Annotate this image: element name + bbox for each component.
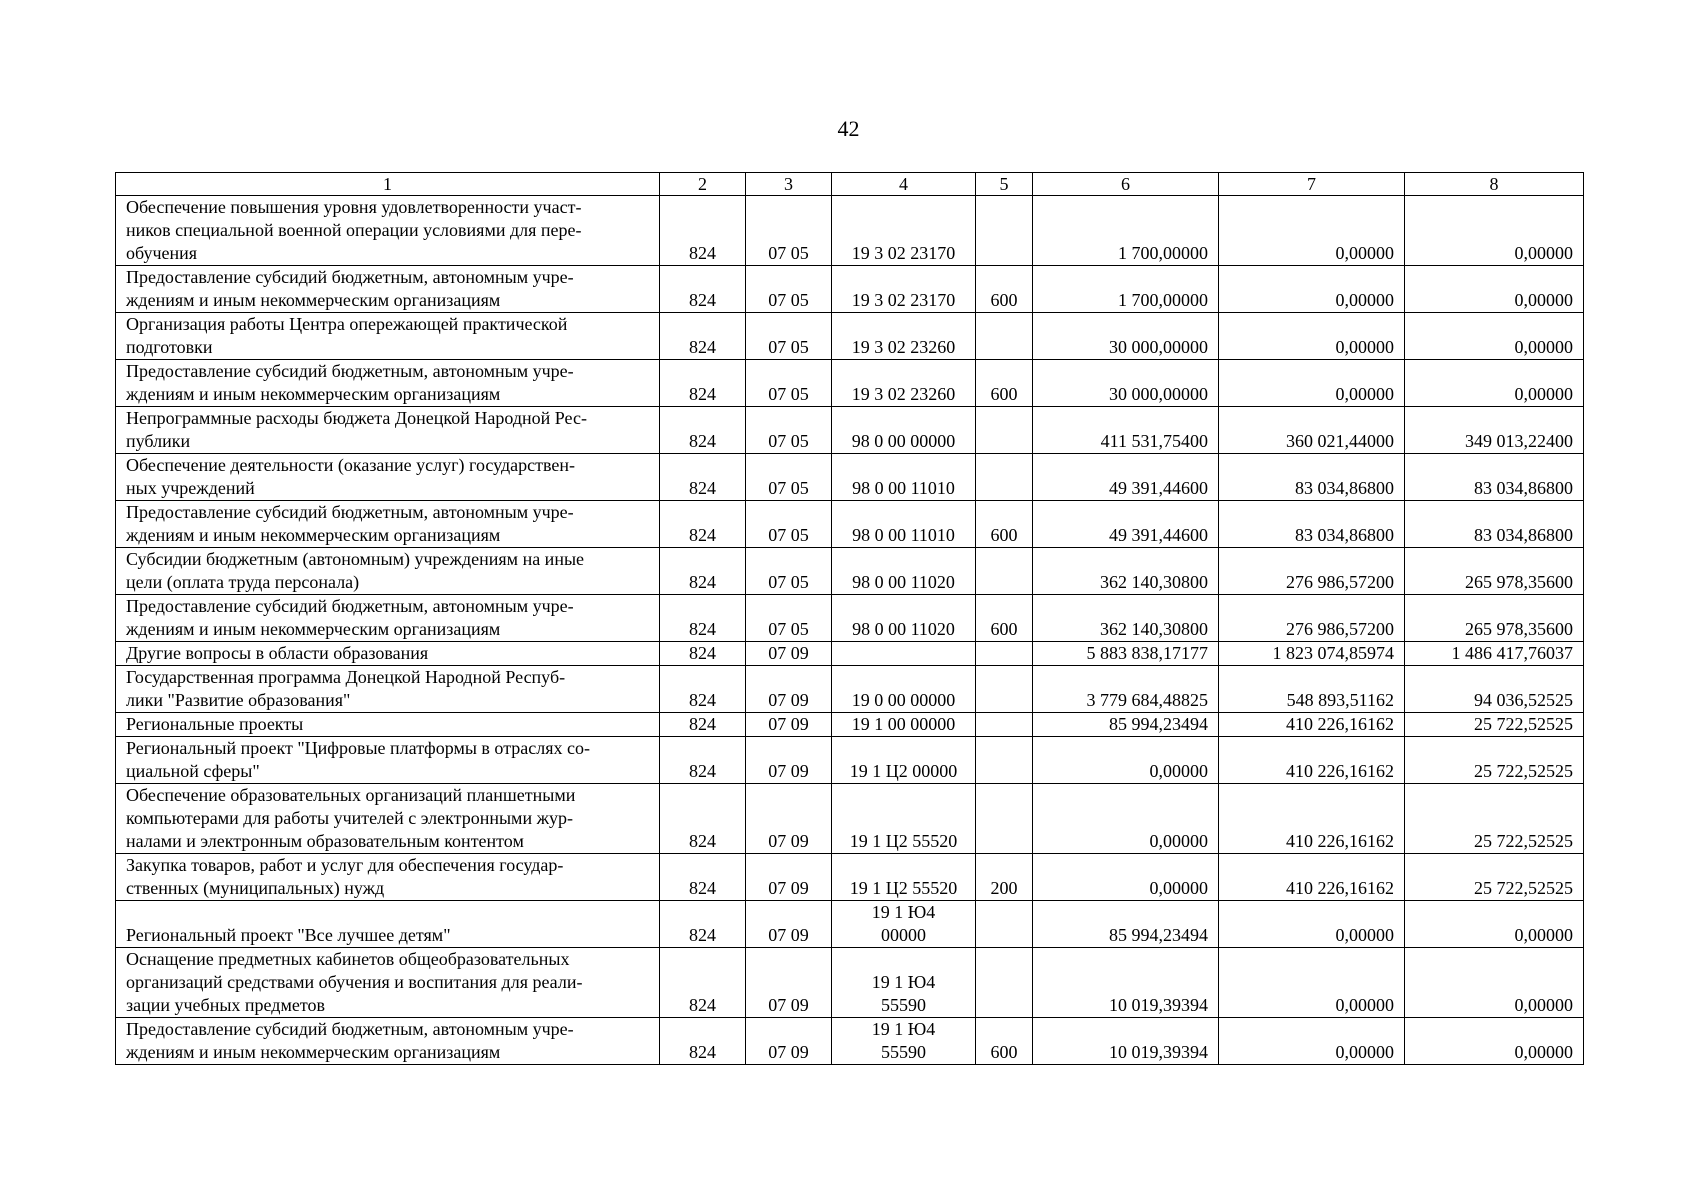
expense-type-cell: [976, 901, 1033, 948]
amount-col6-cell: 10 019,39394: [1033, 948, 1219, 1018]
amount-col7-cell: 0,00000: [1219, 360, 1405, 407]
ministry-code-cell: 824: [660, 548, 746, 595]
amount-col6-cell: 362 140,30800: [1033, 595, 1219, 642]
section-code-cell: 07 09: [746, 642, 832, 666]
row-name-cell: Обеспечение образовательных организаций планшетными компьютерами для работы учителей с электронными жур- налами и электронным образовательным контентом: [116, 784, 660, 854]
row-name-cell: Региональные проекты: [116, 713, 660, 737]
amount-col6-cell: 49 391,44600: [1033, 501, 1219, 548]
target-item-cell: 19 3 02 23260: [832, 360, 976, 407]
ministry-code-cell: 824: [660, 737, 746, 784]
amount-col8-cell: 25 722,52525: [1405, 784, 1584, 854]
amount-col8-cell: 25 722,52525: [1405, 854, 1584, 901]
row-name-cell: Закупка товаров, работ и услуг для обеспечения государ- ственных (муниципальных) нужд: [116, 854, 660, 901]
amount-col8-cell: 0,00000: [1405, 196, 1584, 266]
expense-type-cell: [976, 313, 1033, 360]
table-row: [116, 1018, 1584, 1065]
target-item-cell: 19 1 Ц2 55520: [832, 784, 976, 854]
ministry-code-cell: 824: [660, 642, 746, 666]
row-name-cell: Предоставление субсидий бюджетным, автономным учре- ждениям и иным некоммерческим организациям: [116, 595, 660, 642]
expense-type-cell: 600: [976, 266, 1033, 313]
target-item-cell: 19 1 Ю4 55590: [832, 1018, 976, 1065]
amount-col7-cell: 0,00000: [1219, 196, 1405, 266]
row-name-cell: Региональный проект "Все лучшее детям": [116, 901, 660, 948]
ministry-code-cell: 824: [660, 454, 746, 501]
section-code-cell: 07 09: [746, 737, 832, 784]
amount-col7-cell: 276 986,57200: [1219, 595, 1405, 642]
target-item-cell: 19 1 Ю4 55590: [832, 948, 976, 1018]
ministry-code-cell: 824: [660, 784, 746, 854]
column-header: 3: [746, 173, 832, 196]
expense-type-cell: [976, 407, 1033, 454]
section-code-cell: 07 05: [746, 266, 832, 313]
ministry-code-cell: 824: [660, 501, 746, 548]
table-row: [116, 713, 1584, 737]
column-header: 1: [116, 173, 660, 196]
header-row: [116, 173, 1584, 196]
amount-col6-cell: 3 779 684,48825: [1033, 666, 1219, 713]
amount-col8-cell: 0,00000: [1405, 948, 1584, 1018]
amount-col7-cell: 410 226,16162: [1219, 854, 1405, 901]
section-code-cell: 07 09: [746, 784, 832, 854]
expense-type-cell: [976, 454, 1033, 501]
table-row: [116, 666, 1584, 713]
amount-col8-cell: 1 486 417,76037: [1405, 642, 1584, 666]
amount-col8-cell: 25 722,52525: [1405, 737, 1584, 784]
target-item-cell: [832, 642, 976, 666]
row-name-cell: Предоставление субсидий бюджетным, автономным учре- ждениям и иным некоммерческим организациям: [116, 360, 660, 407]
expense-type-cell: [976, 713, 1033, 737]
section-code-cell: 07 09: [746, 666, 832, 713]
row-name-cell: Другие вопросы в области образования: [116, 642, 660, 666]
section-code-cell: 07 05: [746, 501, 832, 548]
expense-type-cell: [976, 737, 1033, 784]
section-code-cell: 07 09: [746, 948, 832, 1018]
expense-type-cell: [976, 548, 1033, 595]
amount-col7-cell: 410 226,16162: [1219, 784, 1405, 854]
column-header: 4: [832, 173, 976, 196]
row-name-cell: Государственная программа Донецкой Народной Респуб- лики "Развитие образования": [116, 666, 660, 713]
row-name-cell: Предоставление субсидий бюджетным, автономным учре- ждениям и иным некоммерческим организациям: [116, 501, 660, 548]
amount-col6-cell: 30 000,00000: [1033, 313, 1219, 360]
table-row: [116, 313, 1584, 360]
target-item-cell: 98 0 00 11020: [832, 595, 976, 642]
section-code-cell: 07 09: [746, 901, 832, 948]
amount-col6-cell: 10 019,39394: [1033, 1018, 1219, 1065]
target-item-cell: 19 0 00 00000: [832, 666, 976, 713]
table-row: [116, 854, 1584, 901]
section-code-cell: 07 05: [746, 595, 832, 642]
ministry-code-cell: 824: [660, 595, 746, 642]
row-name-cell: Предоставление субсидий бюджетным, автономным учре- ждениям и иным некоммерческим организациям: [116, 266, 660, 313]
table-row: [116, 901, 1584, 948]
section-code-cell: 07 05: [746, 454, 832, 501]
amount-col6-cell: 1 700,00000: [1033, 196, 1219, 266]
row-name-cell: Организация работы Центра опережающей практической подготовки: [116, 313, 660, 360]
amount-col7-cell: 83 034,86800: [1219, 454, 1405, 501]
table-row: [116, 642, 1584, 666]
section-code-cell: 07 05: [746, 313, 832, 360]
amount-col8-cell: 0,00000: [1405, 901, 1584, 948]
row-name-cell: Непрограммные расходы бюджета Донецкой Народной Рес- публики: [116, 407, 660, 454]
amount-col8-cell: 0,00000: [1405, 360, 1584, 407]
table-row: [116, 948, 1584, 1018]
expense-type-cell: 600: [976, 360, 1033, 407]
ministry-code-cell: 824: [660, 360, 746, 407]
section-code-cell: 07 05: [746, 407, 832, 454]
amount-col7-cell: 548 893,51162: [1219, 666, 1405, 713]
amount-col8-cell: 265 978,35600: [1405, 548, 1584, 595]
column-header: 2: [660, 173, 746, 196]
table-row: [116, 266, 1584, 313]
expense-type-cell: [976, 666, 1033, 713]
table-body: [116, 196, 1584, 1065]
table-row: [116, 595, 1584, 642]
amount-col6-cell: 85 994,23494: [1033, 901, 1219, 948]
target-item-cell: 19 3 02 23260: [832, 313, 976, 360]
table-row: [116, 196, 1584, 266]
target-item-cell: 19 1 Ц2 00000: [832, 737, 976, 784]
amount-col7-cell: 1 823 074,85974: [1219, 642, 1405, 666]
amount-col7-cell: 0,00000: [1219, 266, 1405, 313]
amount-col6-cell: 30 000,00000: [1033, 360, 1219, 407]
amount-col8-cell: 349 013,22400: [1405, 407, 1584, 454]
expense-type-cell: [976, 784, 1033, 854]
ministry-code-cell: 824: [660, 666, 746, 713]
ministry-code-cell: 824: [660, 901, 746, 948]
amount-col7-cell: 83 034,86800: [1219, 501, 1405, 548]
target-item-cell: 98 0 00 11020: [832, 548, 976, 595]
amount-col8-cell: 0,00000: [1405, 266, 1584, 313]
amount-col8-cell: 83 034,86800: [1405, 501, 1584, 548]
amount-col8-cell: 83 034,86800: [1405, 454, 1584, 501]
row-name-cell: Субсидии бюджетным (автономным) учреждениям на иные цели (оплата труда персонала): [116, 548, 660, 595]
column-header: 7: [1219, 173, 1405, 196]
expense-type-cell: 200: [976, 854, 1033, 901]
target-item-cell: 19 3 02 23170: [832, 196, 976, 266]
amount-col6-cell: 0,00000: [1033, 854, 1219, 901]
table-row: [116, 737, 1584, 784]
expense-type-cell: 600: [976, 501, 1033, 548]
ministry-code-cell: 824: [660, 313, 746, 360]
target-item-cell: 19 1 Ц2 55520: [832, 854, 976, 901]
column-header: 5: [976, 173, 1033, 196]
amount-col6-cell: 362 140,30800: [1033, 548, 1219, 595]
column-header: 6: [1033, 173, 1219, 196]
table-row: [116, 548, 1584, 595]
amount-col8-cell: 265 978,35600: [1405, 595, 1584, 642]
amount-col8-cell: 94 036,52525: [1405, 666, 1584, 713]
amount-col8-cell: 25 722,52525: [1405, 713, 1584, 737]
amount-col8-cell: 0,00000: [1405, 313, 1584, 360]
amount-col6-cell: 5 883 838,17177: [1033, 642, 1219, 666]
amount-col7-cell: 360 021,44000: [1219, 407, 1405, 454]
amount-col7-cell: 410 226,16162: [1219, 737, 1405, 784]
table-row: [116, 407, 1584, 454]
row-name-cell: Предоставление субсидий бюджетным, автономным учре- ждениям и иным некоммерческим организациям: [116, 1018, 660, 1065]
section-code-cell: 07 05: [746, 196, 832, 266]
amount-col7-cell: 410 226,16162: [1219, 713, 1405, 737]
amount-col7-cell: 0,00000: [1219, 948, 1405, 1018]
target-item-cell: 19 1 Ю4 00000: [832, 901, 976, 948]
target-item-cell: 98 0 00 11010: [832, 454, 976, 501]
amount-col7-cell: 0,00000: [1219, 901, 1405, 948]
target-item-cell: 19 3 02 23170: [832, 266, 976, 313]
expense-type-cell: [976, 642, 1033, 666]
row-name-cell: Обеспечение повышения уровня удовлетворенности участ- ников специальной военной операции условиями для пере- обучения: [116, 196, 660, 266]
table-row: [116, 454, 1584, 501]
section-code-cell: 07 09: [746, 1018, 832, 1065]
expense-type-cell: [976, 196, 1033, 266]
amount-col6-cell: 0,00000: [1033, 737, 1219, 784]
ministry-code-cell: 824: [660, 407, 746, 454]
target-item-cell: 98 0 00 11010: [832, 501, 976, 548]
amount-col6-cell: 49 391,44600: [1033, 454, 1219, 501]
row-name-cell: Региональный проект "Цифровые платформы в отраслях со- циальной сферы": [116, 737, 660, 784]
section-code-cell: 07 05: [746, 548, 832, 595]
ministry-code-cell: 824: [660, 854, 746, 901]
section-code-cell: 07 09: [746, 854, 832, 901]
ministry-code-cell: 824: [660, 1018, 746, 1065]
amount-col6-cell: 85 994,23494: [1033, 713, 1219, 737]
amount-col8-cell: 0,00000: [1405, 1018, 1584, 1065]
section-code-cell: 07 09: [746, 713, 832, 737]
amount-col6-cell: 1 700,00000: [1033, 266, 1219, 313]
table-row: [116, 360, 1584, 407]
ministry-code-cell: 824: [660, 713, 746, 737]
amount-col6-cell: 411 531,75400: [1033, 407, 1219, 454]
table-row: [116, 784, 1584, 854]
page-number: 42: [837, 116, 860, 141]
expense-type-cell: 600: [976, 1018, 1033, 1065]
section-code-cell: 07 05: [746, 360, 832, 407]
column-header: 8: [1405, 173, 1584, 196]
table-row: [116, 501, 1584, 548]
ministry-code-cell: 824: [660, 266, 746, 313]
target-item-cell: 19 1 00 00000: [832, 713, 976, 737]
ministry-code-cell: 824: [660, 948, 746, 1018]
amount-col7-cell: 0,00000: [1219, 1018, 1405, 1065]
budget-table: [115, 172, 1584, 1065]
amount-col6-cell: 0,00000: [1033, 784, 1219, 854]
amount-col7-cell: 276 986,57200: [1219, 548, 1405, 595]
ministry-code-cell: 824: [660, 196, 746, 266]
expense-type-cell: [976, 948, 1033, 1018]
target-item-cell: 98 0 00 00000: [832, 407, 976, 454]
expense-type-cell: 600: [976, 595, 1033, 642]
amount-col7-cell: 0,00000: [1219, 313, 1405, 360]
row-name-cell: Оснащение предметных кабинетов общеобразовательных организаций средствами обучения и воспитания для реали- зации учебных предметов: [116, 948, 660, 1018]
row-name-cell: Обеспечение деятельности (оказание услуг) государствен- ных учреждений: [116, 454, 660, 501]
